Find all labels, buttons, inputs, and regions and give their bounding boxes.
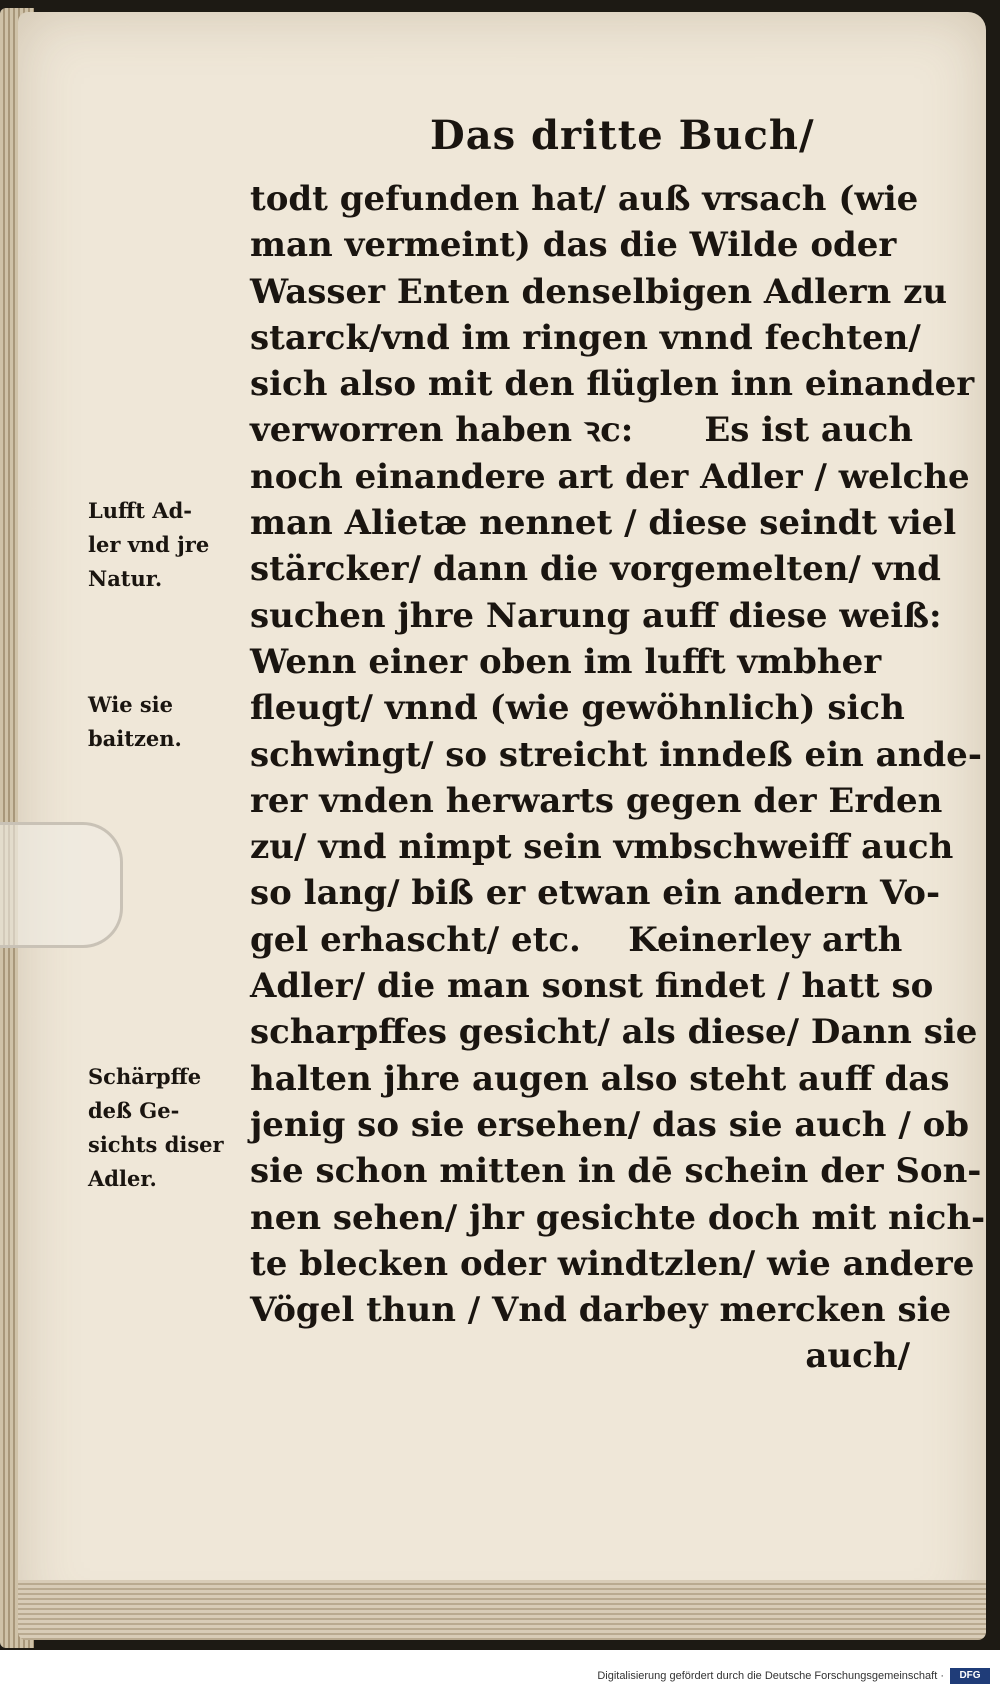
text-line: jenig so sie ersehen/ das sie auch / ob [250, 1104, 970, 1145]
text-line: verworren haben ꝛc: Es ist auch [250, 410, 914, 451]
margin-note [88, 494, 248, 596]
text-line: rer vnden herwarts gegen der Erden [250, 780, 943, 821]
text-line: gel erhascht/ etc. Keinerley arth [250, 919, 903, 960]
text-line: man Alietæ nennet / diese seindt viel [250, 503, 957, 544]
text-line: fleugt/ vnnd (wie gewöhnlich) sich [250, 688, 905, 729]
text-line: zu/ vnd nimpt sein vmbschweiff auch [250, 827, 954, 868]
body-text [250, 176, 986, 1380]
running-header: Das dritte Buch/ [430, 112, 815, 159]
margin-note-line: Wie sie [88, 692, 174, 717]
margin-note-line: baitzen. [88, 726, 182, 751]
margin-note-line: Natur. [88, 566, 163, 591]
margin-note-line: sichts diser [88, 1132, 224, 1157]
text-line: Vögel thun / Vnd darbey mercken sie [250, 1290, 952, 1331]
text-line: man vermeint) das die Wilde oder [250, 225, 897, 266]
text-line: scharpffes gesicht/ als diese/ Dann sie [250, 1012, 978, 1053]
margin-note-line: deß Ge- [88, 1098, 180, 1123]
margin-note-line: Schärpffe [88, 1064, 202, 1089]
margin-note-line: Lufft Ad- [88, 498, 192, 523]
text-line: noch einandere art der Adler / welche [250, 456, 970, 497]
text-line: sie schon mitten in dē schein der Son- [250, 1151, 982, 1192]
text-line: starck/vnd im ringen vnnd fechten/ [250, 317, 921, 358]
margin-note-line: Adler. [88, 1166, 157, 1191]
page-stack-bottom-edge [18, 1580, 986, 1640]
text-line: auch/ [805, 1336, 910, 1377]
text-line: so lang/ biß er etwan ein andern Vo- [250, 873, 941, 914]
text-line: schwingt/ so streicht inndeß ein ande- [250, 734, 982, 775]
text-line: nen sehen/ jhr gesichte doch mit nich- [250, 1197, 986, 1238]
text-line: halten jhre augen also steht auff das [250, 1058, 950, 1099]
dfg-logo: DFG [950, 1668, 990, 1684]
margin-note-line: ler vnd jre [88, 532, 210, 557]
margin-note [88, 688, 248, 756]
text-line: Wasser Enten denselbigen Adlern zu [250, 271, 948, 312]
digitization-credit: Digitalisierung gefördert durch die Deutsche Forschungsgemeinschaft · [597, 1670, 944, 1682]
text-line: Adler/ die man sonst findet / hatt so [250, 966, 934, 1007]
margin-note [88, 1060, 248, 1196]
text-line: todt gefunden hat/ auß vrsach (wie [250, 179, 919, 219]
text-line: Wenn einer oben im lufft vmbher [250, 641, 882, 682]
page-clip [0, 822, 123, 948]
text-line: suchen jhre Narung auff diese weiß: [250, 595, 942, 636]
text-line: sich also mit den flüglen inn einander [250, 364, 975, 405]
text-line: stärcker/ dann die vorgemelten/ vnd [250, 549, 941, 590]
text-line: te blecken oder windtzlen/ wie andere [250, 1243, 975, 1284]
